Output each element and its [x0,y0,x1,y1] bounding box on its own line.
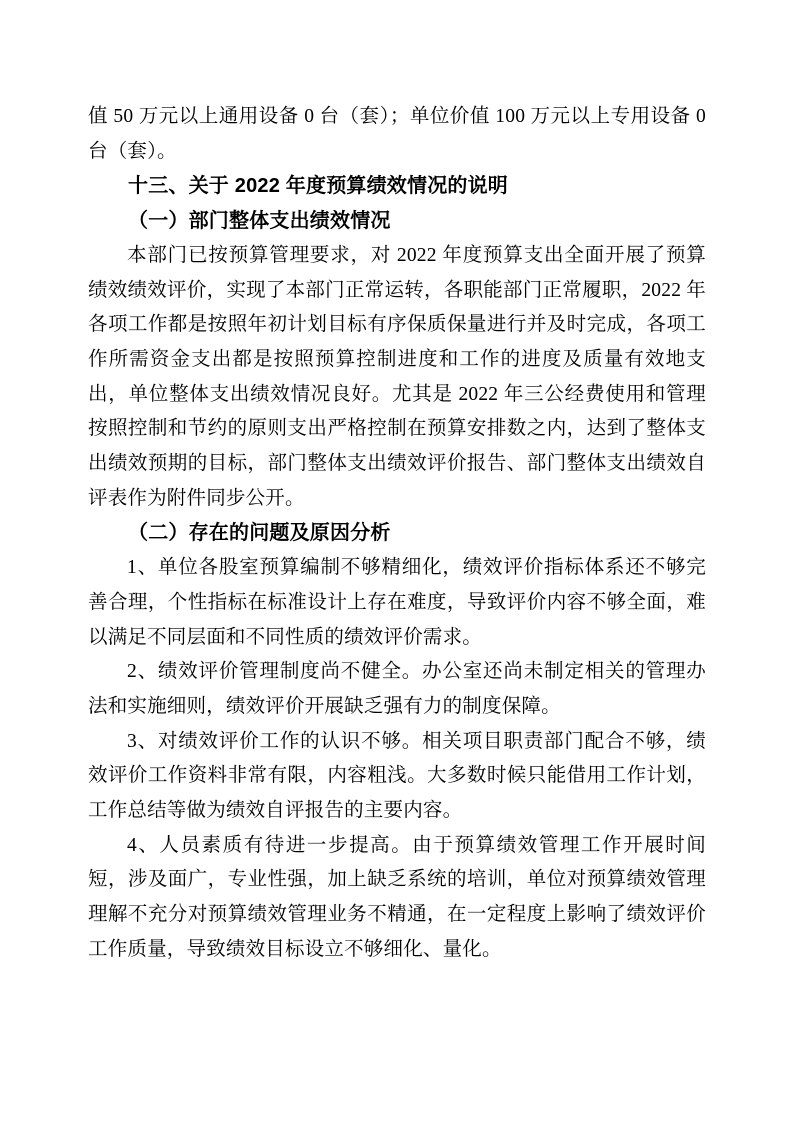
body-paragraph: 本部门已按预算管理要求，对 2022 年度预算支出全面开展了预算绩效绩效评价，实现了本部门正常运转，各职能部门正常履职，2022 年各项工作都是按照年初计划目标有序保质保量进行并及时完成，各项工作所需资金支出都是按照预算控制进度和工作的进度及质量有效地支出，单位整体支出绩效情况良好。尤其是 2022 年三公经费使用和管理按照控制和节约的原则支出严格控制在预算安排数之内，达到了整体支出绩效预期的目标，部门整体支出绩效评价报告、部门整体支出绩效自评表作为附件同步公开。 [88,244,706,509]
body-paragraph: 1、单位各股室预算编制不够精细化，绩效评价指标体系还不够完善合理，个性指标在标准设计上存在难度，导致评价内容不够全面，难以满足不同层面和不同性质的绩效评价需求。 [88,557,706,648]
body-paragraph: 4、人员素质有待进一步提高。由于预算绩效管理工作开展时间短，涉及面广，专业性强，加上缺乏系统的培训，单位对预算绩效管理理解不充分对预算绩效管理业务不精通，在一定程度上影响了绩效评价工作质量，导致绩效目标设立不够细化、量化。 [88,834,706,960]
subsection-heading: （二）存在的问题及原因分析 [128,522,391,545]
subsection-heading: （一）部门整体支出绩效情况 [128,210,391,233]
body-paragraph: 2、绩效评价管理制度尚不健全。办公室还尚未制定相关的管理办法和实施细则，绩效评价开展缺乏强有力的制度保障。 [88,661,706,717]
section-heading: 十三、关于 2022 年度预算绩效情况的说明 [128,175,509,198]
body-paragraph: 3、对绩效评价工作的认识不够。相关项目职责部门配合不够，绩效评价工作资料非常有限，内容粗浅。大多数时候只能借用工作计划，工作总结等做为绩效自评报告的主要内容。 [88,730,706,822]
body-paragraph-continued: 值 50 万元以上通用设备 0 台（套）；单位价值 100 万元以上专用设备 0 台（套）。 [88,106,706,162]
document-content [88,100,706,968]
